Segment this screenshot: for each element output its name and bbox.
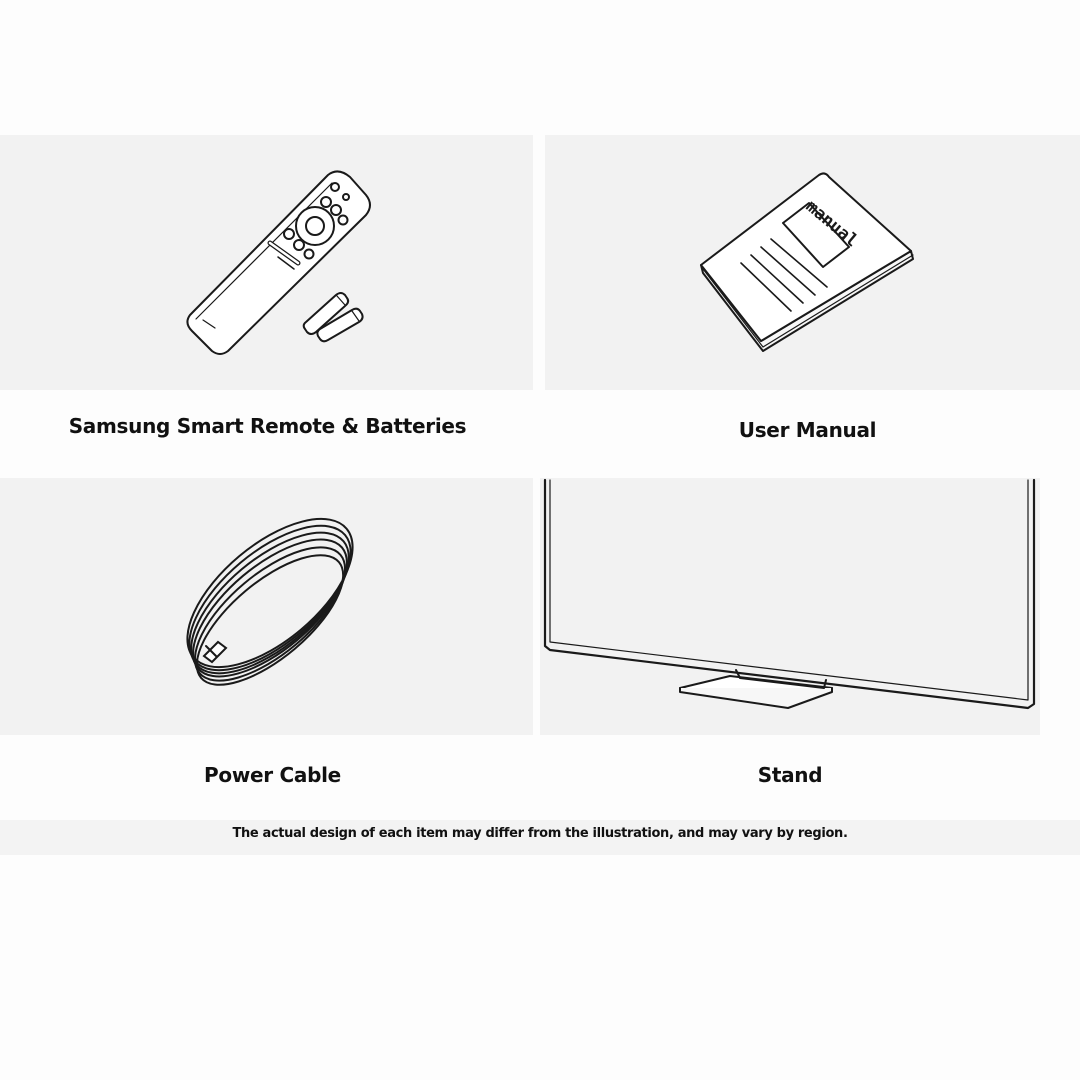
coiled-cable-icon bbox=[0, 478, 533, 735]
manual-illustration-panel bbox=[545, 135, 1080, 390]
stand-caption: Stand bbox=[757, 763, 823, 787]
remote-illustration-panel bbox=[0, 135, 533, 390]
remote-and-batteries-icon bbox=[0, 135, 533, 390]
tv-stand-icon bbox=[540, 478, 1040, 735]
manual-book-icon bbox=[545, 135, 1080, 390]
manual-caption: User Manual bbox=[738, 418, 877, 442]
disclaimer-text: The actual design of each item may differ from the illustration, and may vary by region. bbox=[232, 826, 848, 841]
stand-illustration-panel bbox=[540, 478, 1040, 735]
cable-illustration-panel bbox=[0, 478, 533, 735]
manual-cover-text: manual bbox=[801, 196, 862, 252]
remote-caption: Samsung Smart Remote & Batteries bbox=[68, 414, 467, 438]
cable-caption: Power Cable bbox=[204, 763, 341, 787]
